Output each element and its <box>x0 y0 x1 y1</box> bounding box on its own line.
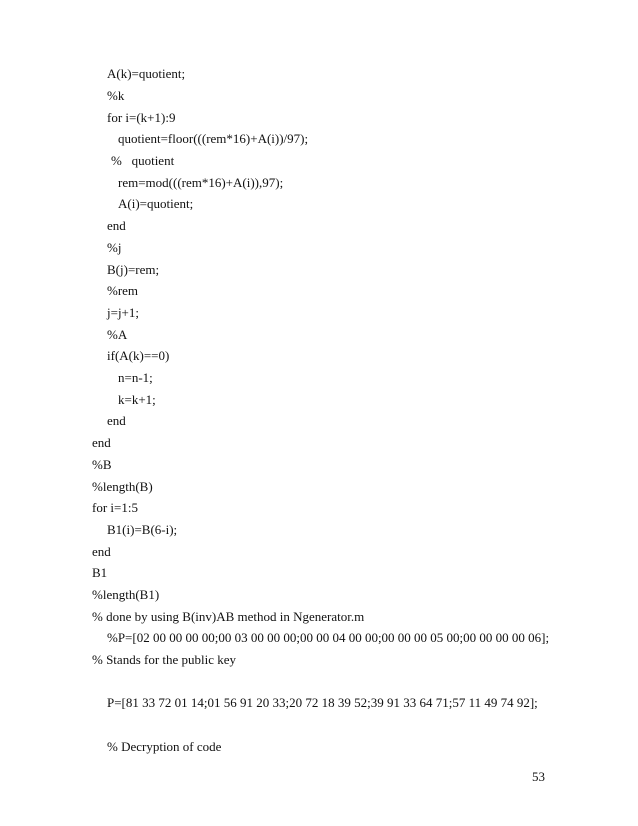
code-line: % Stands for the public key <box>92 652 237 667</box>
page-number: 53 <box>532 769 545 784</box>
code-line: B1(i)=B(6-i); <box>107 522 178 537</box>
code-line: % quotient <box>111 153 175 168</box>
code-line: if(A(k)==0) <box>107 348 170 363</box>
code-line: end <box>107 413 126 428</box>
code-line: quotient=floor(((rem*16)+A(i))/97); <box>118 131 309 146</box>
code-line: k=k+1; <box>118 392 156 407</box>
code-line: %j <box>107 240 122 255</box>
code-line: n=n-1; <box>118 370 153 385</box>
code-line: % Decryption of code <box>107 739 222 754</box>
code-line: end <box>92 435 111 450</box>
code-line: B1 <box>92 565 108 580</box>
code-line: %length(B) <box>92 479 153 494</box>
code-line: end <box>92 544 111 559</box>
code-line: A(i)=quotient; <box>118 196 194 211</box>
code-line: %P=[02 00 00 00 00;00 03 00 00 00;00 00 04 00 00;00 00 00 05 00;00 00 00 00 06]; <box>107 630 550 645</box>
code-line: for i=1:5 <box>92 500 138 515</box>
code-line: %length(B1) <box>92 587 160 602</box>
code-line: A(k)=quotient; <box>107 66 186 81</box>
code-line: for i=(k+1):9 <box>107 110 176 125</box>
code-line: j=j+1; <box>107 305 139 320</box>
code-line: P=[81 33 72 01 14;01 56 91 20 33;20 72 18 39 52;39 91 33 64 71;57 11 49 74 92]; <box>107 695 538 710</box>
code-line: end <box>107 218 126 233</box>
code-line: % done by using B(inv)AB method in Ngenerator.m <box>92 609 365 624</box>
code-line: rem=mod(((rem*16)+A(i)),97); <box>118 175 284 190</box>
code-line: %A <box>107 327 128 342</box>
code-line: %rem <box>107 283 139 298</box>
code-line: B(j)=rem; <box>107 262 160 277</box>
code-line: %B <box>92 457 112 472</box>
code-line: %k <box>107 88 125 103</box>
